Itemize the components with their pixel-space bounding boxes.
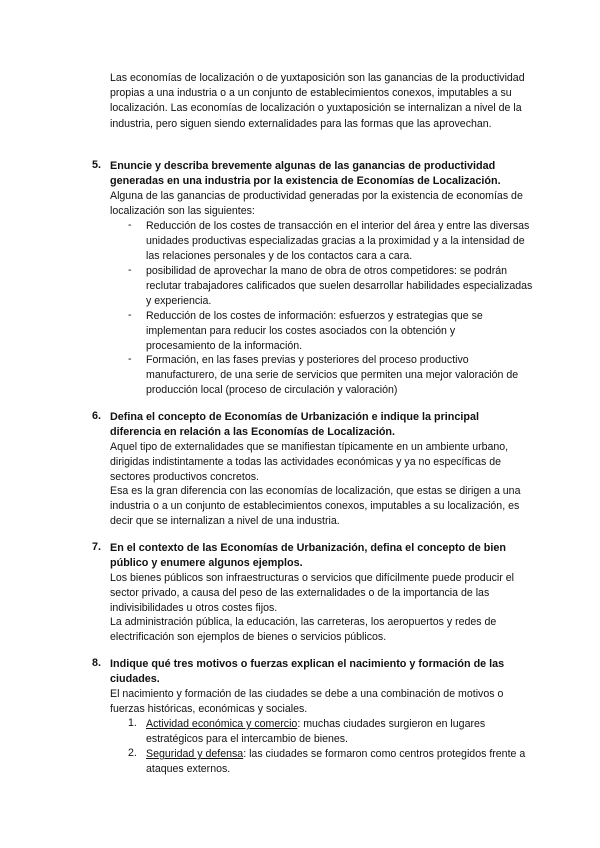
question-7-number: 7. [92,541,102,553]
list-item-number: 2. [128,747,137,759]
item-1-text: : muchas ciudades surgieron en lugares estratégicos para el intercambio de bienes. [146,718,486,746]
question-5-bullet-1: Reducción de los costes de transacción en el interior del área y entre las diversas unidades productivas especializadas gracias a la proximidad y a la intensidad de las relaciones personales y de los contactos cara a cara. [146,220,530,263]
bullet-dash: - [128,219,132,231]
question-5-bullet-4: Formación, en las fases previas y posteriores del proceso productivo manufacturero, de una serie de servicios que permiten una mejor valoración de producción local (proceso de circulación y valoración) [146,354,519,397]
question-6-title: Defina el concepto de Economías de Urbanización e indique la principal diferencia en relación a las Economías de Localización. [110,411,479,438]
bullet-dash: - [128,309,132,321]
question-8-lead: El nacimiento y formación de las ciudades se debe a una combinación de motivos o fuerzas históricas, económicas y sociales. [110,688,504,716]
question-5-bullet-2: posibilidad de aprovechar la mano de obra de otros competidores: se podrán reclutar trabajadores calificados que suelen desarrollar habilidades especializadas y experiencia. [146,265,533,308]
question-6-paragraph-1: Aquel tipo de externalidades que se manifiestan típicamente en un ambiente urbano, dirigidas indistintamente a todas las actividades económicas y ya no específicas de sectores productivos concretos. [110,441,509,484]
question-6-paragraph-2: Esa es la gran diferencia con las economías de localización, que estas se dirigen a una industria o a un conjunto de establecimientos conexos, imputables a su localización, es decir que se internalizan a nivel de una industria. [110,485,521,528]
question-8-item-1 [146,717,526,747]
question-5-bullet-3: Reducción de los costes de información: esfuerzos y estrategias que se implementan para reducir los costes asociados con la obtención y procesamiento de la información. [146,310,483,353]
intro-paragraph: Las economías de localización o de yuxtaposición son las ganancias de la productividad propias a una industria o a un conjunto de establecimientos conexos, imputables a su localización. Las economías de localización o yuxtaposición se internalizan a nivel de la industria, pero siguen siendo externalidades para las formas que las aprovechan. [110,72,525,130]
question-8-number: 8. [92,657,102,669]
question-7-title: En el contexto de las Economías de Urbanización, defina el concepto de bien público y enumere algunos ejemplos. [110,542,506,569]
question-5-title: Enuncie y describa brevemente algunas de las ganancias de productividad generadas en una industria por la existencia de Economías de Localización. [110,160,501,187]
question-6-number: 6. [92,410,102,422]
item-2-text: : las ciudades se formaron como centros protegidos frente a ataques externos. [146,748,526,776]
question-8-title: Indique qué tres motivos o fuerzas explican el nacimiento y formación de las ciudades. [110,658,505,685]
question-5-lead: Alguna de las ganancias de productividad generadas por la existencia de economías de localización son las siguientes: [110,190,523,218]
question-7-paragraph-2: La administración pública, la educación, las carreteras, los aeropuertos y redes de electrificación son ejemplos de bienes o servicios públicos. [110,616,497,644]
item-2-label: Seguridad y defensa [146,748,244,760]
question-7-paragraph-1: Los bienes públicos son infraestructuras o servicios que difícilmente puede producir el sector privado, a causa del peso de las externalidades o de la importancia de las indivisibilidades u otros costes fijos. [110,572,514,615]
item-1-label: Actividad económica y comercio [146,718,298,730]
list-item-number: 1. [128,717,137,729]
question-8-item-2 [146,747,526,777]
bullet-dash: - [128,264,132,276]
question-5-number: 5. [92,159,102,171]
bullet-dash: - [128,353,132,365]
